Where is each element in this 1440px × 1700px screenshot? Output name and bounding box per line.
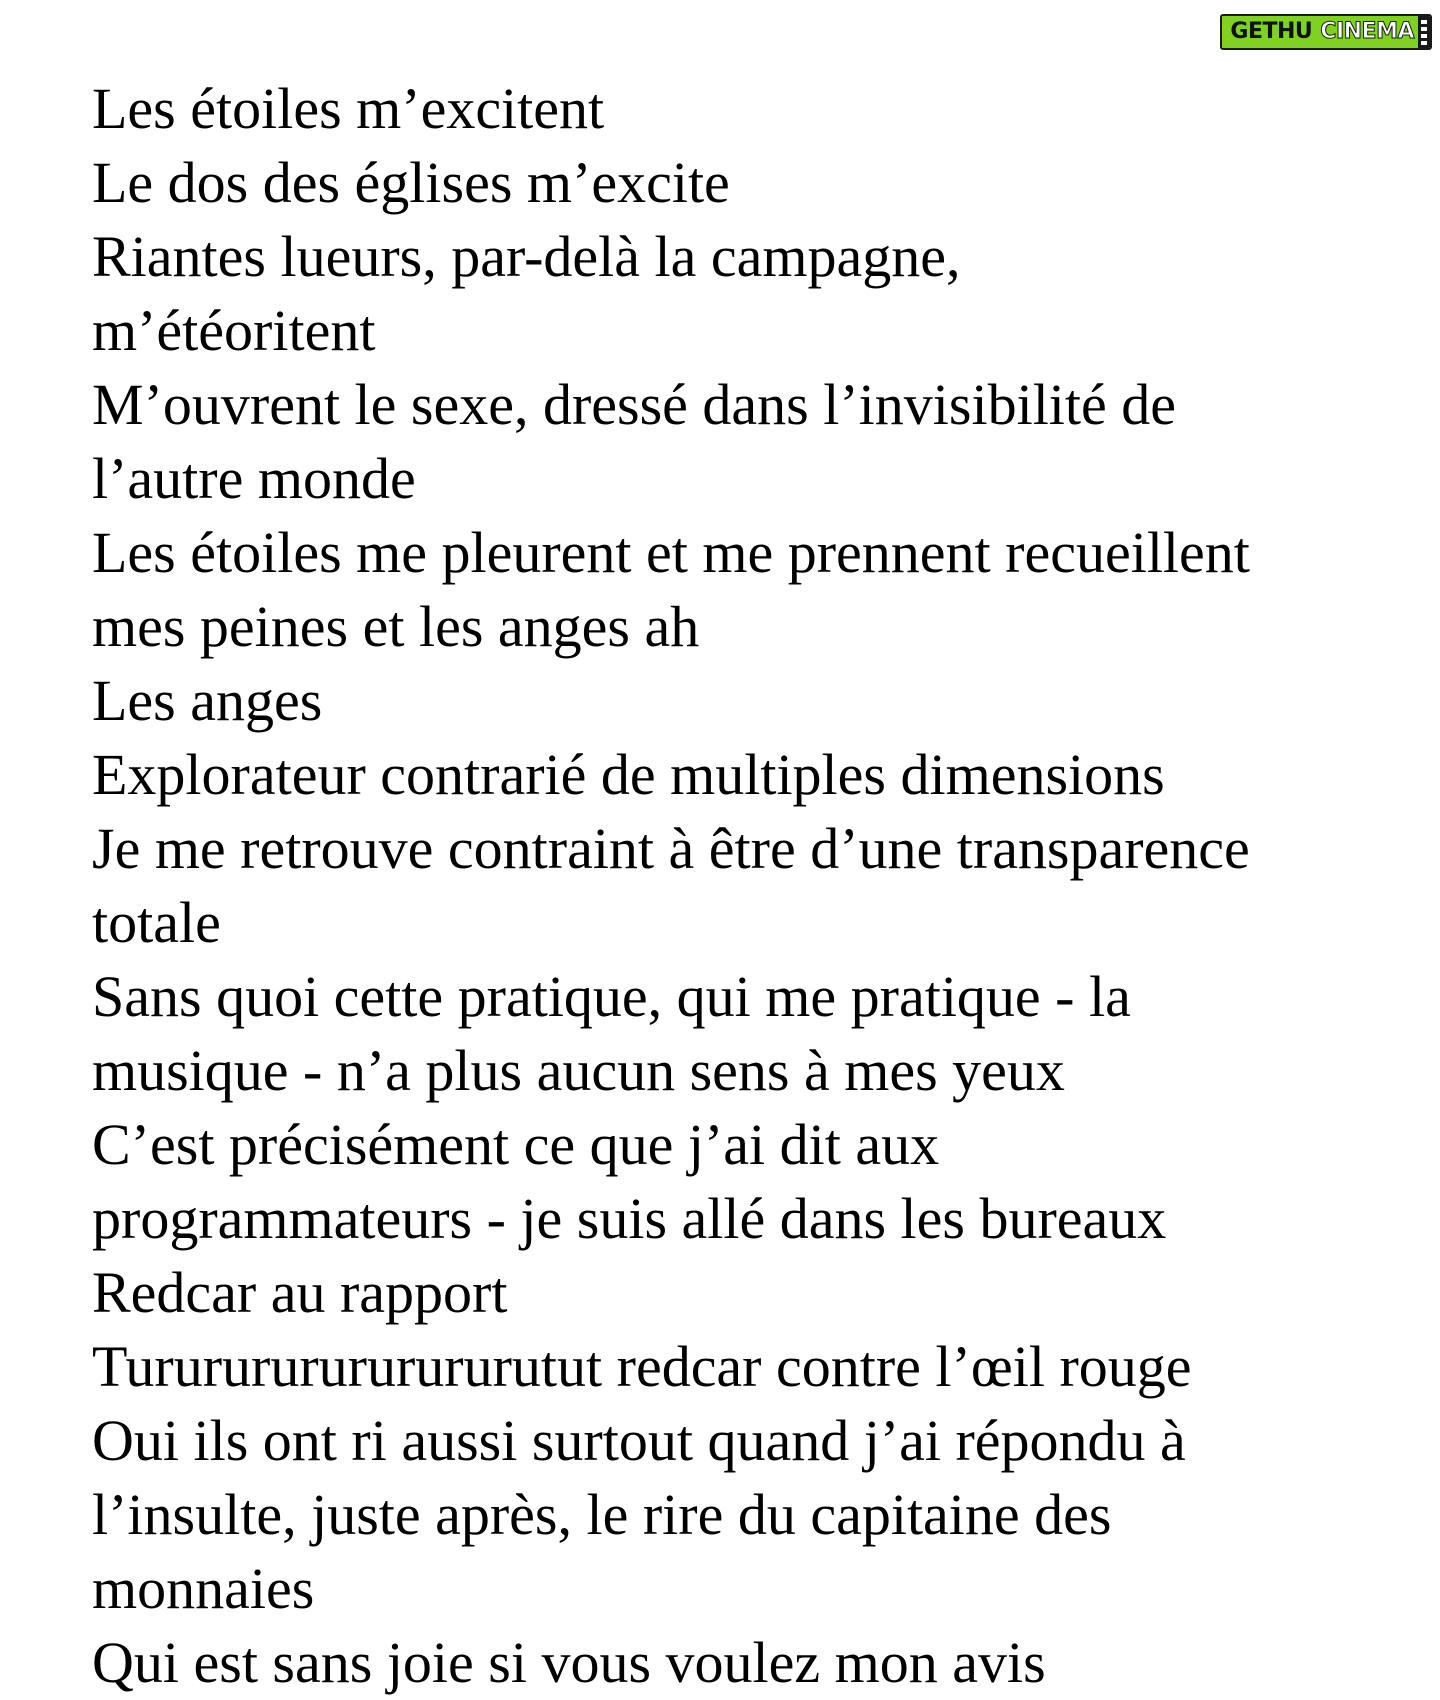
poem-line: Explorateur contrarié de multiples dimensions <box>92 742 1165 807</box>
poem-line: Qui est sans joie si vous voulez mon avis <box>92 1630 1046 1695</box>
poem-line: Oui ils ont ri aussi surtout quand j’ai répondu à <box>92 1408 1186 1473</box>
poem-line: Les étoiles me pleurent et me prennent recueillent <box>92 520 1250 585</box>
watermark-text-gethu: GETHU <box>1222 16 1318 48</box>
film-strip-icon <box>1418 16 1430 48</box>
poem-line: monnaies <box>92 1556 315 1621</box>
poem-line: Les anges <box>92 668 323 733</box>
poem-line: C’est précisément ce que j’ai dit aux <box>92 1112 940 1177</box>
poem-line: Je me retrouve contraint à être d’une transparence <box>92 816 1250 881</box>
camera-icon <box>1300 14 1314 16</box>
poem-line: Les étoiles m’excitent <box>92 76 605 141</box>
poem-text <box>92 72 1412 1700</box>
poem-line: Riantes lueurs, par-delà la campagne, <box>92 224 961 289</box>
poem-line: m’étéoritent <box>92 298 376 363</box>
poem-line: Redcar au rapport <box>92 1260 508 1325</box>
poem-line: l’insulte, juste après, le rire du capitaine des <box>92 1482 1112 1547</box>
poem-line: musique - n’a plus aucun sens à mes yeux <box>92 1038 1065 1103</box>
poem-line: Sans quoi cette pratique, qui me pratique - la <box>92 964 1131 1029</box>
poem-line: Tururururururururutut redcar contre l’œil rouge <box>92 1334 1192 1399</box>
watermark-text-cinema: CINEMA <box>1318 16 1418 48</box>
poem-line: Le dos des églises m’excite <box>92 150 730 215</box>
poem-line: l’autre monde <box>92 446 416 511</box>
poem-line: M’ouvrent le sexe, dressé dans l’invisibilité de <box>92 372 1177 437</box>
gethu-cinema-watermark <box>1220 14 1432 50</box>
poem-line: totale <box>92 890 221 955</box>
poem-line: mes peines et les anges ah <box>92 594 700 659</box>
poem-line: programmateurs - je suis allé dans les bureaux <box>92 1186 1167 1251</box>
